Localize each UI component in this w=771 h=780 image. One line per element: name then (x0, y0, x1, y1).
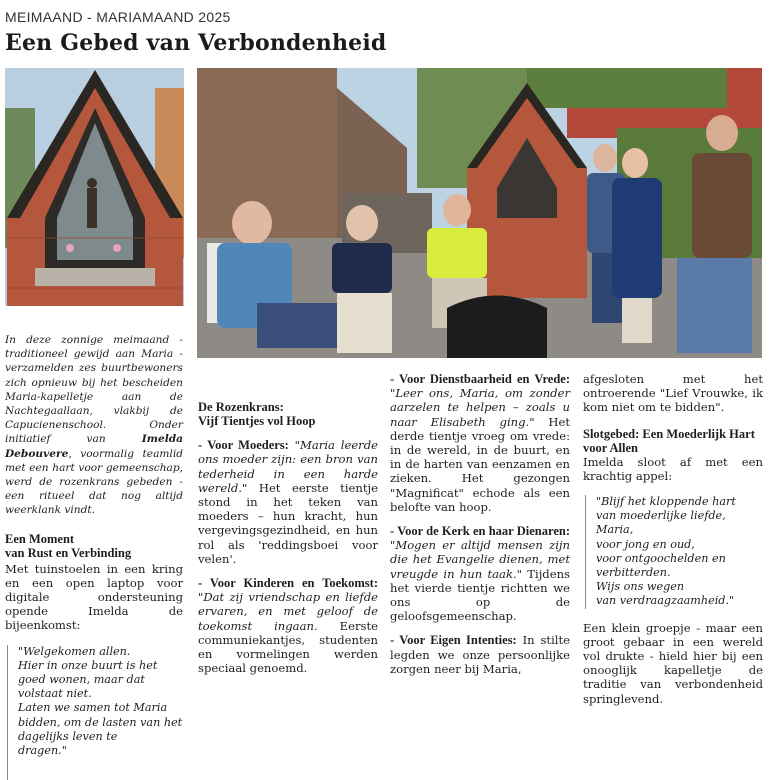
body-paragraph: Met tuinstoelen in een kring en een open laptop voor digitale ondersteuning opende Imelda de bijeenkomst: (5, 561, 183, 633)
column-3 (390, 372, 570, 676)
chapel-photo (5, 68, 184, 306)
rosary-heading: De Rozenkrans: Vijf Tientjes vol Hoop (198, 400, 316, 429)
intention-children: - Voor Kinderen en Toekomst: "Dat zij vriendschap en liefde ervaren, en met geloof de toekomst ingaan. Eerste communiekantjes, studenten en vormelingen werden speciaal genoemd. (198, 576, 378, 676)
closing-paragraph: Een klein groepje - maar een groot gebaar in een wereld vol drukte - hield hier bij een onooglijk kapelletje de traditie van verbondenheid springlevend. (583, 620, 763, 706)
column-2 (198, 370, 378, 675)
welcome-quote: "Welgekomen allen. Hier in onze buurt is het goed wonen, maar dat volstaat niet. Laten we samen tot Maria bidden, om de lasten van het dagelijks leven te dragen." (7, 645, 183, 780)
organizer-name: Imelda Debouvere (5, 433, 183, 460)
intention-service: - Voor Dienstbaarheid en Vrede: "Leer ons, Maria, om zonder aarzelen te helpen – zoals u naar Elisabeth ging." Het derde tientje vroeg om vrede: in de wereld, in de buurt, en in de harten van eenzamen en zieken. Het gezongen "Magnificat" echode als een belofte van hoop. (390, 372, 570, 514)
continuation-text: afgesloten met het ontroerende "Lief Vrouwke, ik kom niet om te bidden". (583, 372, 763, 415)
section-kicker: MEIMAAND - MARIAMAAND 2025 (5, 9, 231, 25)
intro-text-end: , voormalig teamlid met een hart voor gemeenschap, werd de rozenkrans gebeden - een ritueel dat nog altijd weerklank vindt. (5, 447, 183, 517)
intro-text: In deze zonnige meimaand - traditioneel gewijd aan Maria - verzamelden zes buurtbewoners zich opnieuw bij het bescheiden Maria-kapelletje aan de Nachtegaallaan, vlakbij de Capucienenschool. Onder initiatief van (5, 334, 183, 446)
closing-intro: Imelda sloot af met een krachtig appel: (583, 454, 763, 483)
column-1 (5, 333, 183, 780)
closing-prayer-quote: "Blijf het kloppende hart van moederlijke liefde, Maria, voor jong en oud, voor ontgoochelden en verbitterden. Wijs ons wegen van verdraagzaamheid." (585, 495, 763, 609)
intention-mothers: - Voor Moeders: "Maria leerde ons moeder zijn: een bron van tederheid in een harde wereld." Het eerste tientje stond in het teken van moeders – hun kracht, hun vergevingsgezindheid, en hun rol als 'reddingsboei voor velen'. (198, 438, 379, 566)
quote-continuation (198, 370, 378, 384)
article-title: Een Gebed van Verbondenheid (5, 30, 387, 56)
intention-personal: - Voor Eigen Intenties: In stilte legden we onze persoonlijke zorgen neer bij Maria, (390, 633, 571, 676)
column-4 (583, 372, 763, 706)
group-photo (197, 68, 762, 358)
section-heading: Een Moment van Rust en Verbinding (5, 531, 132, 560)
closing-heading: Slotgebed: Een Moederlijk Hart voor Allen (583, 426, 755, 455)
intro-paragraph (5, 333, 183, 518)
intention-church: - Voor de Kerk en haar Dienaren: "Mogen er altijd mensen zijn die het Evangelie dienen, met vreugde in hun taak." Tijdens het vierde tientje richtten we ons op de geloofsgemeenschap. (390, 524, 570, 624)
